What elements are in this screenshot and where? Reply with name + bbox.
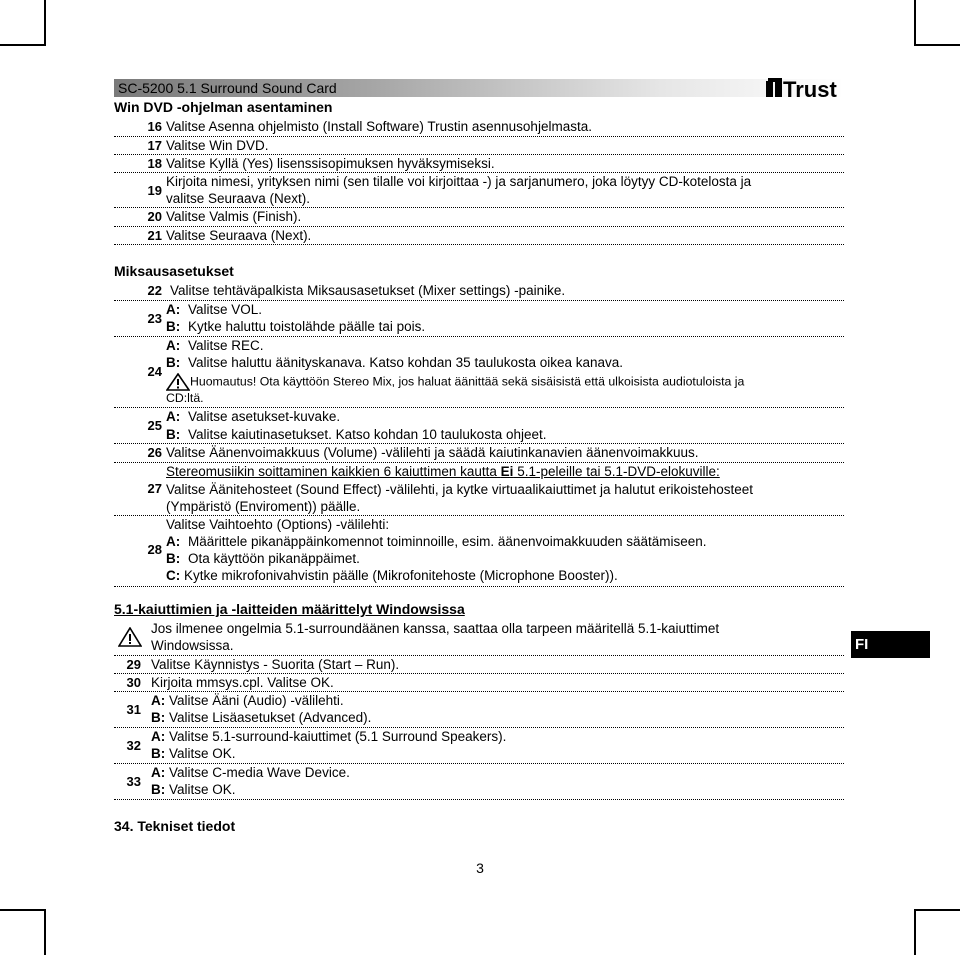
option-label-c: C: — [166, 568, 181, 583]
option-label-a: A: — [151, 729, 166, 744]
step-row-23 — [114, 301, 844, 337]
note-text-line2: CD:ltä. — [166, 391, 204, 405]
warning-row — [114, 620, 844, 656]
step-text: Valitse Valmis (Finish). — [166, 209, 302, 224]
crop-mark-br-h — [914, 909, 960, 911]
section-title-mixer: Miksausasetukset — [114, 263, 234, 279]
language-tab-fi: FI — [851, 631, 930, 658]
warning-text-line2: Windowsissa. — [151, 638, 234, 653]
step-number: 24 — [147, 364, 162, 379]
option-label-b: B: — [151, 710, 166, 725]
step-row-25 — [114, 408, 844, 444]
option-label-b: B: — [166, 319, 181, 334]
step-row-19 — [114, 173, 844, 208]
step-number: 29 — [126, 657, 141, 672]
note-text: Ota käyttöön Stereo Mix, jos haluat äänittää sekä sisäisistä että ulkoisista audiotuloista ja — [256, 374, 745, 389]
option-label-a: A: — [151, 693, 166, 708]
step-number: 20 — [147, 209, 162, 224]
step-row-33 — [114, 764, 844, 800]
option-text-b: Kytke haluttu toistolähde päälle tai pois. — [188, 319, 426, 334]
option-text-a: Valitse C-media Wave Device. — [169, 765, 350, 780]
option-text-a: Valitse asetukset-kuvake. — [188, 409, 341, 424]
step-row-27 — [114, 463, 844, 516]
option-text-c: Kytke mikrofonivahvistin päälle (Mikrofonitehoste (Microphone Booster)). — [184, 568, 618, 583]
warning-icon — [118, 627, 142, 647]
crop-mark-tr-h — [914, 44, 960, 46]
step-text: Valitse Win DVD. — [166, 138, 269, 153]
step-text: Valitse Kyllä (Yes) lisenssisopimuksen hyväksymiseksi. — [166, 156, 495, 171]
option-text-a: Valitse 5.1-surround-kaiuttimet (5.1 Surround Speakers). — [169, 729, 507, 744]
step-text: Valitse tehtäväpalkista Miksausasetukset (Mixer settings) -painike. — [170, 283, 566, 298]
step-row-22 — [114, 282, 844, 301]
option-label-b: B: — [151, 782, 166, 797]
step-row-17 — [114, 137, 844, 155]
step-text-line2: Valitse Äänitehosteet (Sound Effect) -välilehti, ja kytke virtuaalikaiuttimet ja halutut erikoistehosteet — [166, 482, 754, 497]
step-text: Kirjoita mmsys.cpl. Valitse OK. — [151, 675, 334, 690]
option-text-a: Valitse VOL. — [188, 302, 263, 317]
step-row-16 — [114, 118, 844, 137]
warning-icon — [166, 373, 190, 391]
step-row-24 — [114, 337, 844, 408]
crop-mark-bl-v — [44, 909, 46, 955]
option-label-a: A: — [166, 409, 181, 424]
step-number: 21 — [147, 228, 162, 243]
crop-mark-tl-v — [44, 0, 46, 46]
option-label-b: B: — [166, 355, 181, 370]
step-number: 27 — [147, 481, 162, 496]
crop-mark-tr-v — [914, 0, 916, 46]
step-row-29 — [114, 656, 844, 674]
option-text-b: Ota käyttöön pikanäppäimet. — [188, 551, 360, 566]
step-number: 23 — [147, 311, 162, 326]
trust-logo — [766, 78, 846, 100]
option-label-a: A: — [166, 302, 181, 317]
step-number: 30 — [126, 675, 141, 690]
stereo-heading-bold: Ei — [500, 464, 514, 479]
step-row-28 — [114, 516, 844, 587]
step-number: 16 — [147, 119, 162, 134]
option-text-a: Määrittele pikanäppäinkomennot toiminnoille, esim. äänenvoimakkuuden säätämiseen. — [188, 534, 707, 549]
step-row-31 — [114, 692, 844, 728]
option-label-b: B: — [151, 746, 166, 761]
option-label-a: A: — [166, 338, 181, 353]
step-text: Valitse Käynnistys - Suorita (Start – Run). — [151, 657, 400, 672]
crop-mark-br-v — [914, 909, 916, 955]
step-row-18 — [114, 155, 844, 173]
option-text-a: Valitse Ääni (Audio) -välilehti. — [169, 693, 344, 708]
section-title-windvd: Win DVD -ohjelman asentaminen — [114, 99, 333, 115]
step-number: 26 — [147, 445, 162, 460]
crop-mark-tl-h — [0, 44, 46, 46]
step-number: 31 — [126, 702, 141, 717]
note-label: Huomautus! — [190, 374, 257, 389]
option-text-b: Valitse OK. — [169, 746, 236, 761]
step-row-30 — [114, 674, 844, 692]
option-text-b: Valitse haluttu äänityskanava. Katso kohdan 35 taulukosta oikea kanava. — [188, 355, 624, 370]
logo-wordmark: Trust — [783, 78, 837, 100]
crop-mark-bl-h — [0, 909, 46, 911]
step-text-line2: valitse Seuraava (Next). — [166, 191, 311, 206]
section-title-speakers: 5.1-kaiuttimien ja -laitteiden määrittelyt Windowsissa — [114, 601, 465, 617]
warning-text-line1: Jos ilmenee ongelmia 5.1-surroundäänen kanssa, saattaa olla tarpeen määritellä 5.1-kaiuttimet — [151, 621, 720, 636]
step-row-21 — [114, 227, 844, 245]
option-label-b: B: — [166, 551, 181, 566]
option-label-b: B: — [166, 427, 181, 442]
step-row-26 — [114, 444, 844, 463]
step-text-line1: Kirjoita nimesi, yrityksen nimi (sen tilalle voi kirjoittaa -) ja sarjanumero, joka löytyy CD-kotelosta ja — [166, 174, 752, 189]
header-product-title: SC-5200 5.1 Surround Sound Card — [118, 80, 337, 96]
option-label-a: A: — [151, 765, 166, 780]
stereo-heading: Stereomusiikin soittaminen kaikkien 6 kaiuttimen kautta — [166, 464, 501, 479]
option-text-a: Valitse REC. — [188, 338, 264, 353]
step-number: 18 — [147, 156, 162, 171]
page-number: 3 — [476, 860, 484, 876]
step-number: 22 — [147, 283, 162, 298]
step-row-32 — [114, 728, 844, 764]
step-text: Valitse Asenna ohjelmisto (Install Software) Trustin asennusohjelmasta. — [166, 119, 592, 134]
option-text-b: Valitse kaiutinasetukset. Katso kohdan 10 taulukosta ohjeet. — [188, 427, 547, 442]
section-title-specs: 34. Tekniset tiedot — [114, 818, 236, 834]
step-number: 17 — [147, 138, 162, 153]
option-text-b: Valitse OK. — [169, 782, 236, 797]
step-text: Valitse Seuraava (Next). — [166, 228, 312, 243]
step-text-line1: Valitse Vaihtoehto (Options) -välilehti: — [166, 517, 390, 532]
step-row-20 — [114, 208, 844, 227]
step-text-line3: (Ympäristö (Enviroment)) päälle. — [166, 499, 361, 514]
stereo-heading-end: 5.1-peleille tai 5.1-DVD-elokuville: — [513, 464, 720, 479]
option-label-a: A: — [166, 534, 181, 549]
step-number: 19 — [147, 183, 162, 198]
step-number: 33 — [126, 774, 141, 789]
option-text-b: Valitse Lisäasetukset (Advanced). — [169, 710, 372, 725]
step-number: 32 — [126, 738, 141, 753]
step-text: Valitse Äänenvoimakkuus (Volume) -välilehti ja säädä kaiutinkanavien äänenvoimakkuus. — [166, 445, 699, 460]
step-number: 28 — [147, 542, 162, 557]
step-number: 25 — [147, 418, 162, 433]
